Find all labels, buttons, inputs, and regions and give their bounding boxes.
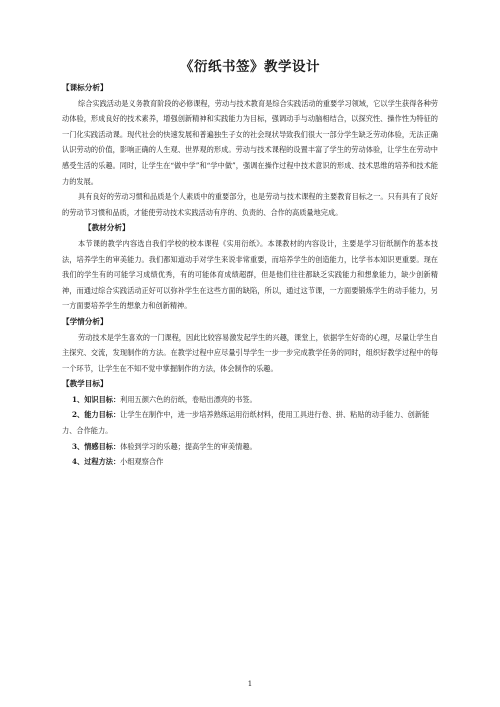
paragraph: 劳动技术是学生喜欢的一门课程，因此比较容易激发起学生的兴趣，课堂上，依据学生好奇的心理，尽量让学生自主探究、交流，发现制作的方法。在教学过程中应尽量引导学生一步一步完成教学任务的同时，组织好教学过程中的每一个环节，让学生在不知不觉中掌握制作的方法，体会制作的乐趣。	[62, 332, 438, 373]
goal-label: 知识目标：	[84, 394, 121, 404]
goal-text: 小组观察合作	[120, 457, 164, 467]
goal-number: 3、	[72, 441, 85, 451]
paragraph: 本节课的教学内容选自我们学校的校本课程《实用衍纸》。本课教材的内容设计，主要是学习衍纸制作的基本技法，培养学生的审美能力。我们都知道动手对学生来说非常重要，而培养学生的创造能力，比学书本知识更重要。现在我们的学生有的可能学习成绩优秀，有的可能体育成绩超群，但是他们往往都缺乏实践能力和想象能力，缺少创新精神，而通过综合实践活动正好可以弥补学生在这些方面的缺陷，所以，通过这节课，一方面要锻炼学生的动手能力，另一方面要培养学生的想象力和创新精神。	[62, 238, 438, 311]
page-number: 1	[247, 680, 253, 688]
paragraph: 综合实践活动是义务教育阶段的必修课程，劳动与技术教育是综合实践活动的重要学习领域，它以学生获得各种劳动体验，形成良好的技术素养，增强创新精神和实践能力为目标，强调动手与动脑相结合，以探究性、操作性为特征的一门化实践活动课。现代社会的快速发展和普遍独生子女的社会现状导致我们很大一部分学生缺乏劳动体验，无法正确认识劳动的价值，影响正确的人生观、世界观的形成。劳动与技术课程的设置丰富了学生的劳动体验，让学生在劳动中感受生活的乐趣。同时，让学生在“做中学”和“学中做”，强调在操作过程中技术意识的形成、技术思维的培养和技术能力的发展。	[62, 98, 438, 186]
goal-text: 体验到学习的乐趣；提高学生的审美情趣。	[120, 441, 257, 451]
heading-textbook: 【教材分析】	[84, 223, 130, 233]
heading-goals: 【教学目标】	[62, 379, 108, 389]
heading-curriculum: 【课标分析】	[62, 83, 108, 92]
goal-number: 4、	[72, 457, 85, 467]
goal-label: 情感目标：	[84, 441, 121, 451]
goal-item	[62, 454, 438, 470]
goal-label: 能力目标：	[84, 410, 121, 420]
document-page	[62, 58, 438, 470]
goal-number: 2、	[72, 410, 85, 420]
goal-number: 1、	[72, 394, 85, 404]
goal-label: 过程方法：	[84, 457, 121, 467]
goal-item	[62, 407, 438, 438]
goal-text: 利用五颜六色的衍纸，卷贴出漂亮的书签。	[120, 394, 257, 404]
heading-students: 【学情分析】	[62, 316, 108, 326]
goal-item	[62, 392, 438, 408]
paragraph: 具有良好的劳动习惯和品质是个人素质中的重要部分，也是劳动与技术课程的主要教育目标之一。只有具有了良好的劳动节习惯和品质，才能使劳动技术实践活动有序的、负责的、合作的高质量地完成。	[62, 192, 438, 217]
goal-item	[62, 439, 438, 455]
document-title: 《衍纸书签》教学设计	[180, 59, 320, 75]
goal-text: 让学生在制作中，进一步培养熟练运用衍纸材料，使用工具进行卷、拼、粘贴的动手能力、创新能力、合作能力。	[62, 410, 430, 436]
